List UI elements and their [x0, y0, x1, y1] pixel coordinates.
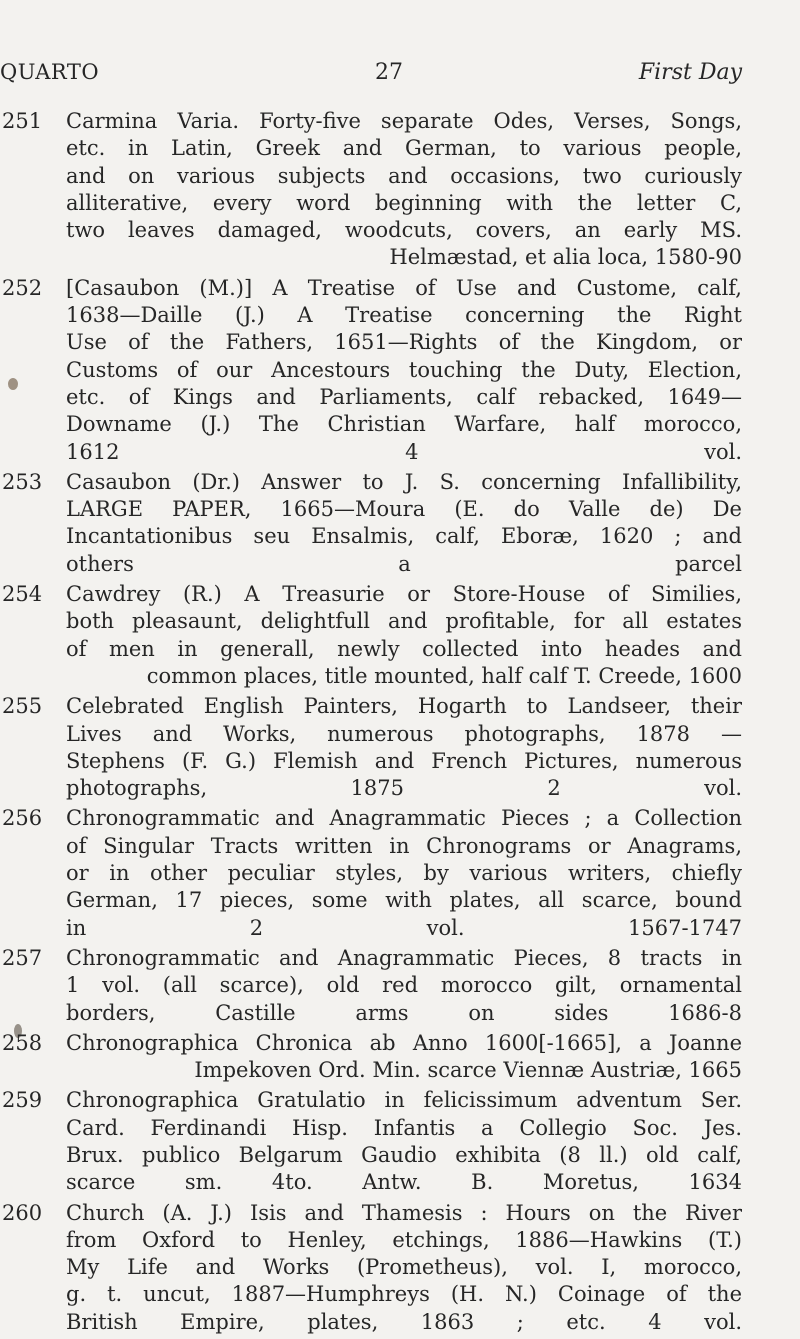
- entry-line: from Oxford to Henley, etchings, 1886—Hawkins (T.): [66, 1227, 742, 1252]
- entry-line: in 2 vol. 1567-1747: [66, 915, 742, 940]
- entry-line: etc. of Kings and Parliaments, calf rebacked, 1649—: [66, 384, 742, 409]
- catalogue-entry: [0, 469, 800, 578]
- section-label: QUARTO: [0, 60, 100, 84]
- entry-line: scarce sm. 4to. Antw. B. Moretus, 1634: [66, 1170, 742, 1195]
- page-number: 27: [375, 60, 403, 85]
- entry-line: Card. Ferdinandi Hisp. Infantis a Collegio Soc. Jes.: [66, 1115, 742, 1140]
- entry-line: 1638—Daille (J.) A Treatise concerning the Right: [66, 303, 742, 328]
- entry-line: others a parcel: [66, 551, 742, 576]
- entry-line: Incantationibus seu Ensalmis, calf, Eboræ, 1620 ; and: [66, 524, 742, 549]
- entry-line: common places, title mounted, half calf T. Creede, 1600: [146, 663, 742, 688]
- sale-day: First Day: [638, 60, 742, 85]
- entry-line: two leaves damaged, woodcuts, covers, an early MS.: [66, 218, 742, 243]
- catalogue-entry: [0, 945, 800, 1027]
- entry-line: German, 17 pieces, some with plates, all scarce, bound: [66, 888, 742, 913]
- catalogue-entry: [0, 275, 800, 466]
- entry-line: 1612 4 vol.: [66, 439, 742, 464]
- entry-line: photographs, 1875 2 vol.: [66, 776, 742, 801]
- entry-line: etc. in Latin, Greek and German, to various people,: [66, 136, 742, 161]
- catalogue-entry: [0, 805, 800, 941]
- entry-line: Brux. publico Belgarum Gaudio exhibita (8 ll.) old calf,: [66, 1142, 742, 1167]
- lot-number: 253: [2, 469, 43, 494]
- catalogue-entry: [0, 108, 800, 272]
- entry-line: Carmina Varia. Forty-five separate Odes, Verses, Songs,: [66, 109, 742, 133]
- lot-number: 256: [2, 806, 43, 831]
- entry-line: Chronogrammatic and Anagrammatic Pieces, 8 tracts in: [66, 945, 742, 970]
- entry-line: g. t. uncut, 1887—Humphreys (H. N.) Coinage of the: [66, 1282, 742, 1307]
- entry-line: 1 vol. (all scarce), old red morocco gilt, ornamental: [66, 973, 742, 998]
- entry-line: Helmæstad, et alia loca, 1580-90: [389, 245, 742, 270]
- entry-line: of Singular Tracts written in Chronograms or Anagrams,: [66, 833, 742, 858]
- lot-number: 251: [2, 109, 43, 133]
- entry-line: and on various subjects and occasions, two curiously: [66, 163, 742, 188]
- page-header: [0, 60, 800, 100]
- lot-number: 254: [2, 582, 43, 607]
- entry-line: My Life and Works (Prometheus), vol. I, morocco,: [66, 1255, 742, 1280]
- entry-line: Stephens (F. G.) Flemish and French Pictures, numerous: [66, 748, 742, 773]
- lot-number: 252: [2, 275, 43, 300]
- catalogue-entry: [0, 693, 800, 802]
- lot-number: 257: [2, 945, 43, 970]
- entry-line: both pleasaunt, delightfull and profitable, for all estates: [66, 609, 742, 634]
- entry-line: Chronographica Gratulatio in felicissimum adventum Ser.: [66, 1088, 742, 1113]
- catalogue-entries: [0, 108, 800, 1339]
- entry-line: alliterative, every word beginning with the letter C,: [66, 190, 742, 215]
- entry-line: LARGE PAPER, 1665—Moura (E. do Valle de) De: [66, 497, 742, 522]
- lot-number: 255: [2, 694, 43, 719]
- entry-line: Celebrated English Painters, Hogarth to Landseer, their: [66, 694, 742, 719]
- catalogue-entry: [0, 1087, 800, 1196]
- entry-line: Impekoven Ord. Min. scarce Viennæ Austriæ, 1665: [194, 1058, 742, 1083]
- entry-line: Customs of our Ancestours touching the Duty, Election,: [66, 357, 742, 382]
- entry-line: of men in generall, newly collected into heades and: [66, 636, 742, 661]
- entry-line: Church (A. J.) Isis and Thamesis : Hours on the River: [66, 1200, 742, 1225]
- entry-line: Downame (J.) The Christian Warfare, half morocco,: [66, 412, 742, 437]
- entry-line: Lives and Works, numerous photographs, 1878 —: [66, 721, 742, 746]
- entry-line: or in other peculiar styles, by various writers, chiefly: [66, 861, 742, 886]
- entry-line: Chronogrammatic and Anagrammatic Pieces ; a Collection: [66, 806, 742, 831]
- catalogue-entry: [0, 1200, 800, 1336]
- lot-number: 260: [2, 1200, 43, 1225]
- entry-line: borders, Castille arms on sides 1686-8: [66, 1000, 742, 1025]
- entry-line: Use of the Fathers, 1651—Rights of the Kingdom, or: [66, 330, 742, 355]
- entry-line: Chronographica Chronica ab Anno 1600[-1665], a Joanne: [66, 1030, 742, 1055]
- lot-number: 259: [2, 1088, 43, 1113]
- catalogue-entry: [0, 581, 800, 690]
- entry-line: Cawdrey (R.) A Treasurie or Store-House of Similies,: [66, 582, 742, 607]
- lot-number: 258: [2, 1030, 43, 1055]
- catalogue-entry: [0, 1030, 800, 1085]
- entry-line: British Empire, plates, 1863 ; etc. 4 vol.: [66, 1309, 742, 1334]
- entry-line: Casaubon (Dr.) Answer to J. S. concerning Infallibility,: [66, 469, 742, 494]
- entry-line: [Casaubon (M.)] A Treatise of Use and Custome, calf,: [66, 275, 742, 300]
